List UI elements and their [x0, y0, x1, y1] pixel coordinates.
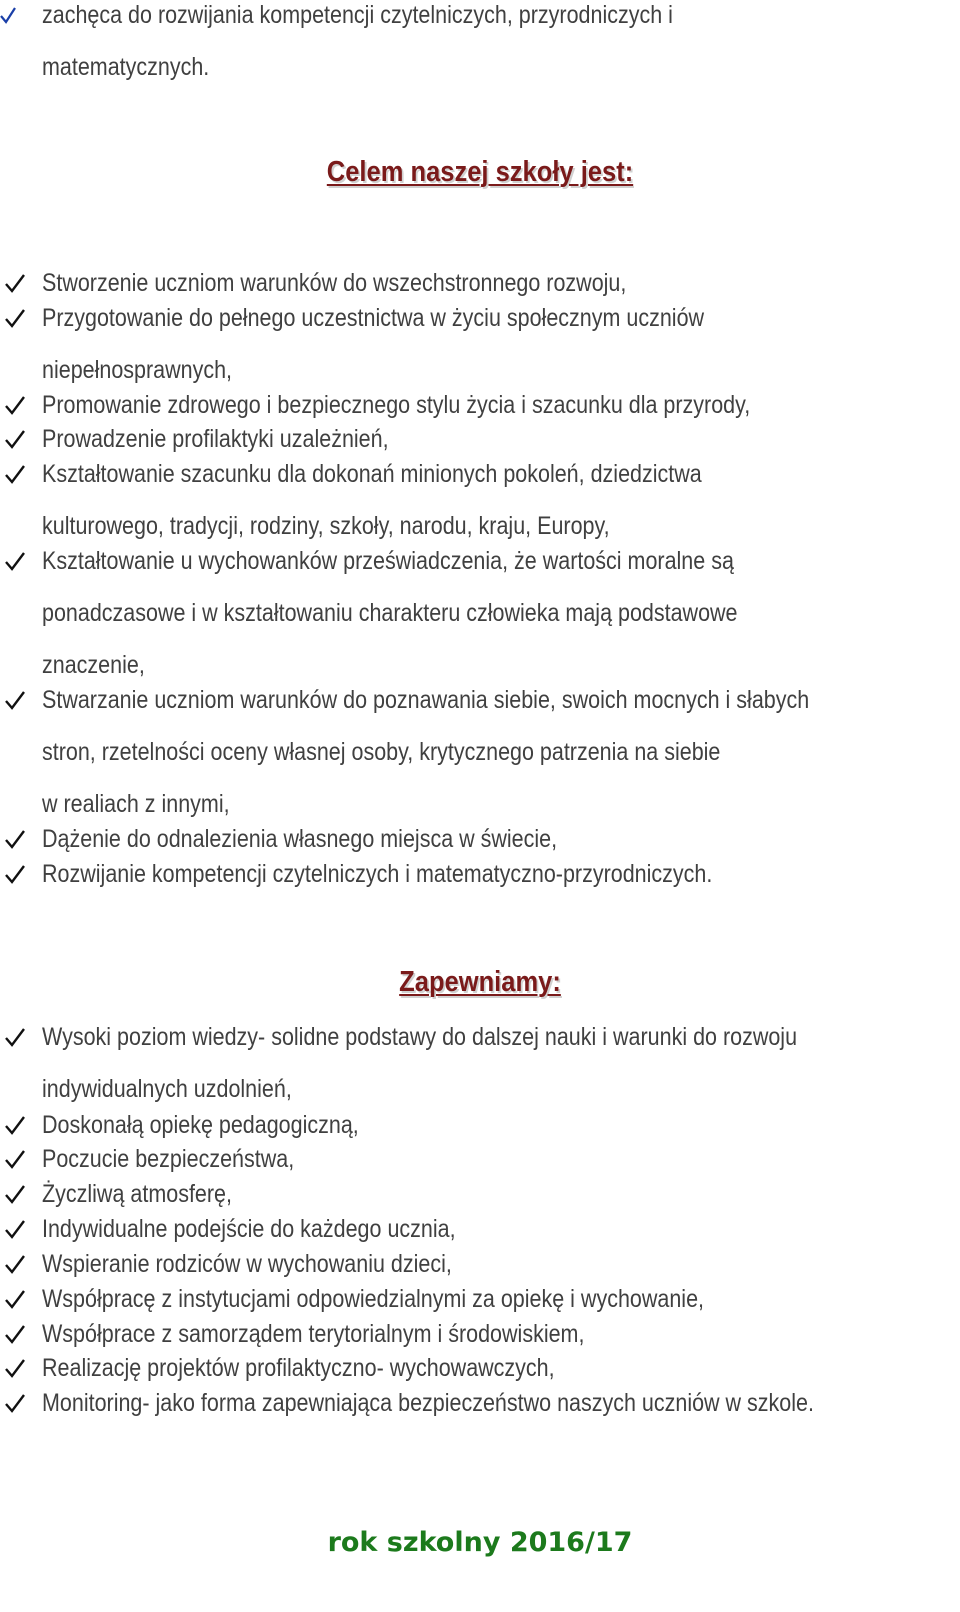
intro-line: matematycznych.: [42, 53, 210, 81]
list-item-line: kulturowego, tradycji, rodziny, szkoły, narodu, kraju, Europy,: [42, 512, 610, 540]
checkmark-icon: [4, 828, 26, 850]
school-year-footer: rok szkolny 2016/17: [327, 1527, 633, 1558]
list-item-line: Kształtowanie szacunku dla dokonań minionych pokoleń, dziedzictwa: [42, 460, 702, 488]
list-item-line: Realizację projektów profilaktyczno- wychowawczych,: [42, 1354, 555, 1382]
list-item-line: ponadczasowe i w kształtowaniu charakteru człowieka mają podstawowe: [42, 599, 738, 627]
checkmark-icon: [4, 550, 26, 572]
list-item-line: Współpracę z instytucjami odpowiedzialnymi za opiekę i wychowanie,: [42, 1285, 705, 1313]
checkmark-icon: [4, 1183, 26, 1205]
list-item-line: Przygotowanie do pełnego uczestnictwa w życiu społecznym uczniów: [42, 304, 705, 332]
list-item-line: indywidualnych uzdolnień,: [42, 1075, 292, 1103]
checkmark-icon: [4, 1218, 26, 1240]
checkmark-icon: [4, 1114, 26, 1136]
list-item-line: Monitoring- jako forma zapewniająca bezpieczeństwo naszych uczniów w szkole.: [42, 1389, 814, 1417]
list-item-line: Stwarzanie uczniom warunków do poznawania siebie, swoich mocnych i słabych: [42, 686, 810, 714]
checkmark-icon: [4, 1148, 26, 1170]
checkmark-icon: [4, 1323, 26, 1345]
checkmark-icon: [0, 6, 16, 24]
checkmark-icon: [4, 689, 26, 711]
list-item-line: Promowanie zdrowego i bezpiecznego stylu życia i szacunku dla przyrody,: [42, 391, 751, 419]
list-item-line: Stworzenie uczniom warunków do wszechstronnego rozwoju,: [42, 269, 627, 297]
checkmark-icon: [4, 463, 26, 485]
list-item-line: Rozwijanie kompetencji czytelniczych i matematyczno-przyrodniczych.: [42, 860, 713, 888]
list-item-line: niepełnosprawnych,: [42, 356, 233, 384]
checkmark-icon: [4, 1357, 26, 1379]
checkmark-icon: [4, 1026, 26, 1048]
list-item-line: Prowadzenie profilaktyki uzależnień,: [42, 425, 389, 453]
list-item-line: w realiach z innymi,: [42, 790, 230, 818]
list-item-line: Wspieranie rodziców w wychowaniu dzieci,: [42, 1250, 452, 1278]
list-item-line: stron, rzetelności oceny własnej osoby, krytycznego patrzenia na siebie: [42, 738, 721, 766]
intro-line: zachęca do rozwijania kompetencji czytelniczych, przyrodniczych i: [42, 1, 673, 29]
list-item-line: Kształtowanie u wychowanków przeświadczenia, że wartości moralne są: [42, 547, 734, 575]
section-heading-goals: Celem naszej szkoły jest:: [326, 156, 634, 188]
list-item-line: Współprace z samorządem terytorialnym i środowiskiem,: [42, 1320, 585, 1348]
checkmark-icon: [4, 1288, 26, 1310]
checkmark-icon: [4, 863, 26, 885]
checkmark-icon: [4, 1392, 26, 1414]
checkmark-icon: [4, 1253, 26, 1275]
checkmark-icon: [4, 394, 26, 416]
list-item-line: Życzliwą atmosferę,: [42, 1180, 232, 1208]
section-heading-assurances: Zapewniamy:: [399, 966, 561, 998]
list-item-line: Dążenie do odnalezienia własnego miejsca w świecie,: [42, 825, 558, 853]
list-item-line: Poczucie bezpieczeństwa,: [42, 1145, 295, 1173]
list-item-line: Doskonałą opiekę pedagogiczną,: [42, 1111, 359, 1139]
list-item-line: znaczenie,: [42, 651, 145, 679]
checkmark-icon: [4, 307, 26, 329]
list-item-line: Wysoki poziom wiedzy- solidne podstawy do dalszej nauki i warunki do rozwoju: [42, 1023, 798, 1051]
checkmark-icon: [4, 428, 26, 450]
list-item-line: Indywidualne podejście do każdego ucznia,: [42, 1215, 456, 1243]
checkmark-icon: [4, 272, 26, 294]
